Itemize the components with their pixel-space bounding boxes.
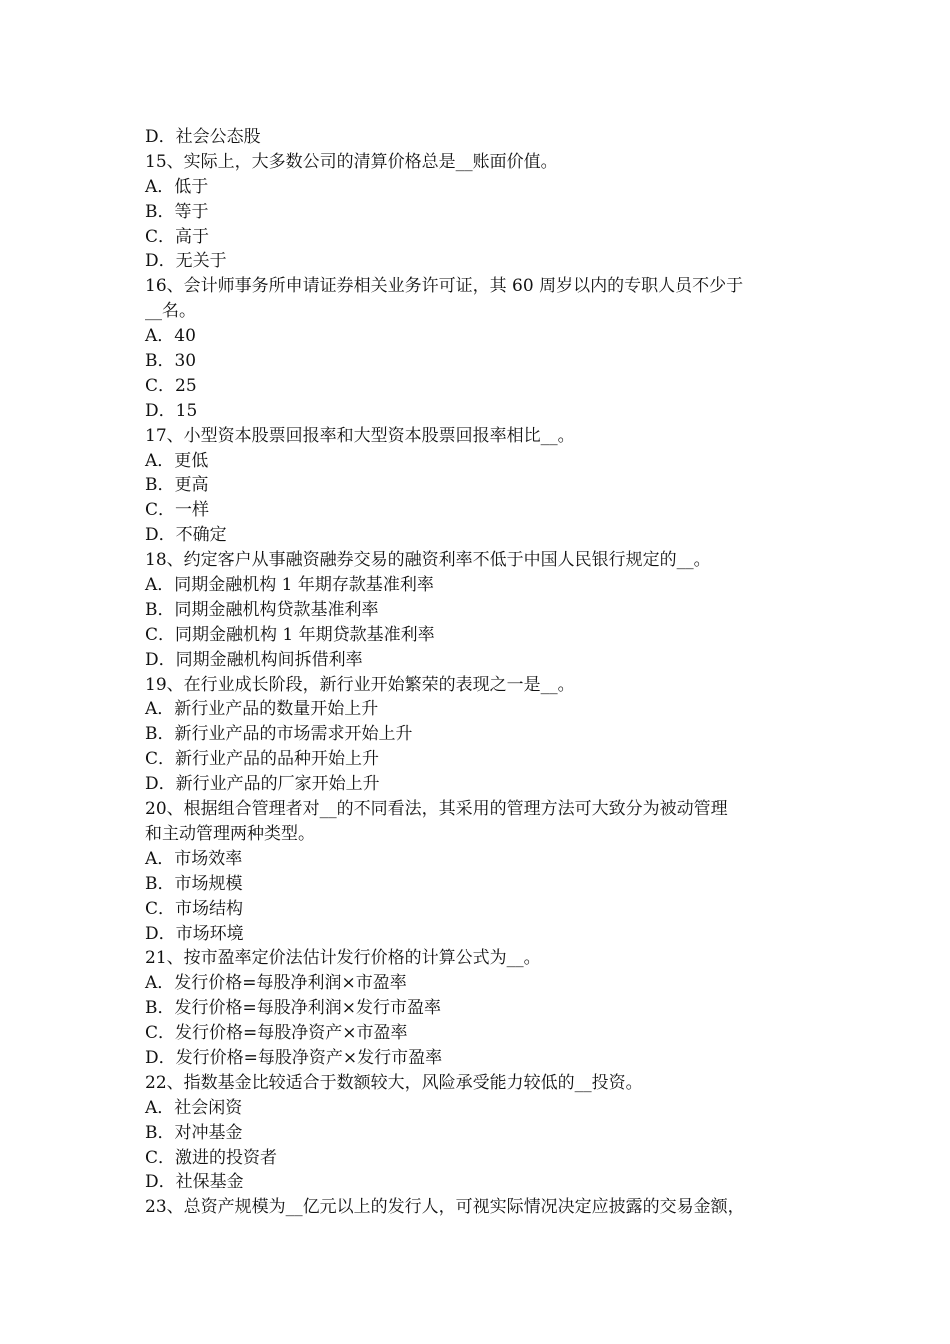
question-text: 22、指数基金比较适合于数额较大，风险承受能力较低的__投资。 bbox=[145, 1072, 643, 1093]
answer-option: C．同期金融机构 1 年期贷款基准利率 bbox=[145, 624, 435, 645]
question-text: 19、在行业成长阶段，新行业开始繁荣的表现之一是__。 bbox=[145, 674, 575, 695]
answer-option: C．激进的投资者 bbox=[145, 1147, 278, 1168]
answer-option: D．无关于 bbox=[145, 251, 227, 272]
answer-option: A．社会闲资 bbox=[145, 1097, 243, 1118]
answer-option: C．25 bbox=[145, 375, 197, 396]
answer-option: D．不确定 bbox=[145, 525, 227, 546]
answer-option: B．市场规模 bbox=[145, 873, 243, 894]
answer-option: B．更高 bbox=[145, 475, 209, 496]
question-text: 17、小型资本股票回报率和大型资本股票回报率相比__。 bbox=[145, 425, 575, 446]
answer-option: C．市场结构 bbox=[145, 898, 244, 919]
answer-option: B．等于 bbox=[145, 201, 209, 222]
question-text: 和主动管理两种类型。 bbox=[145, 823, 315, 844]
answer-option: B．同期金融机构贷款基准利率 bbox=[145, 599, 379, 620]
answer-option: C．高于 bbox=[145, 226, 210, 247]
question-list bbox=[145, 125, 825, 1220]
answer-option: D．15 bbox=[145, 400, 198, 421]
answer-option: D．发行价格=每股净资产×发行市盈率 bbox=[145, 1047, 443, 1068]
question-text: 15、实际上，大多数公司的清算价格总是__账面价值。 bbox=[145, 151, 558, 172]
answer-option: C．新行业产品的品种开始上升 bbox=[145, 749, 380, 770]
question-text: __名。 bbox=[145, 301, 196, 322]
answer-option: B．30 bbox=[145, 351, 197, 372]
answer-option: D．社保基金 bbox=[145, 1172, 244, 1193]
answer-option: D．同期金融机构间拆借利率 bbox=[145, 649, 363, 670]
answer-option: D．社会公态股 bbox=[145, 127, 261, 147]
answer-option: A．市场效率 bbox=[145, 848, 243, 869]
question-text: 23、总资产规模为__亿元以上的发行人，可视实际情况决定应披露的交易金额， bbox=[145, 1197, 745, 1218]
answer-option: D．市场环境 bbox=[145, 923, 244, 944]
answer-option: A．新行业产品的数量开始上升 bbox=[145, 699, 379, 720]
answer-option: C．发行价格=每股净资产×市盈率 bbox=[145, 1023, 408, 1044]
question-text: 21、按市盈率定价法估计发行价格的计算公式为__。 bbox=[145, 948, 541, 969]
answer-option: A．40 bbox=[145, 326, 196, 347]
answer-option: B．新行业产品的市场需求开始上升 bbox=[145, 724, 413, 745]
answer-option: B．发行价格=每股净利润×发行市盈率 bbox=[145, 998, 441, 1019]
answer-option: A．同期金融机构 1 年期存款基准利率 bbox=[145, 575, 434, 596]
answer-option: A．更低 bbox=[145, 450, 209, 471]
answer-option: A．低于 bbox=[145, 176, 209, 197]
answer-option: A．发行价格=每股净利润×市盈率 bbox=[145, 973, 407, 994]
answer-option: C．一样 bbox=[145, 500, 210, 521]
answer-option: D．新行业产品的厂家开始上升 bbox=[145, 774, 380, 795]
answer-option: B．对冲基金 bbox=[145, 1122, 243, 1143]
question-text: 18、约定客户从事融资融券交易的融资利率不低于中国人民银行规定的__。 bbox=[145, 550, 711, 571]
question-text: 16、会计师事务所申请证券相关业务许可证，其 60 周岁以内的专职人员不少于 bbox=[145, 276, 744, 297]
question-text: 20、根据组合管理者对__的不同看法，其采用的管理方法可大致分为被动管理 bbox=[145, 799, 728, 820]
